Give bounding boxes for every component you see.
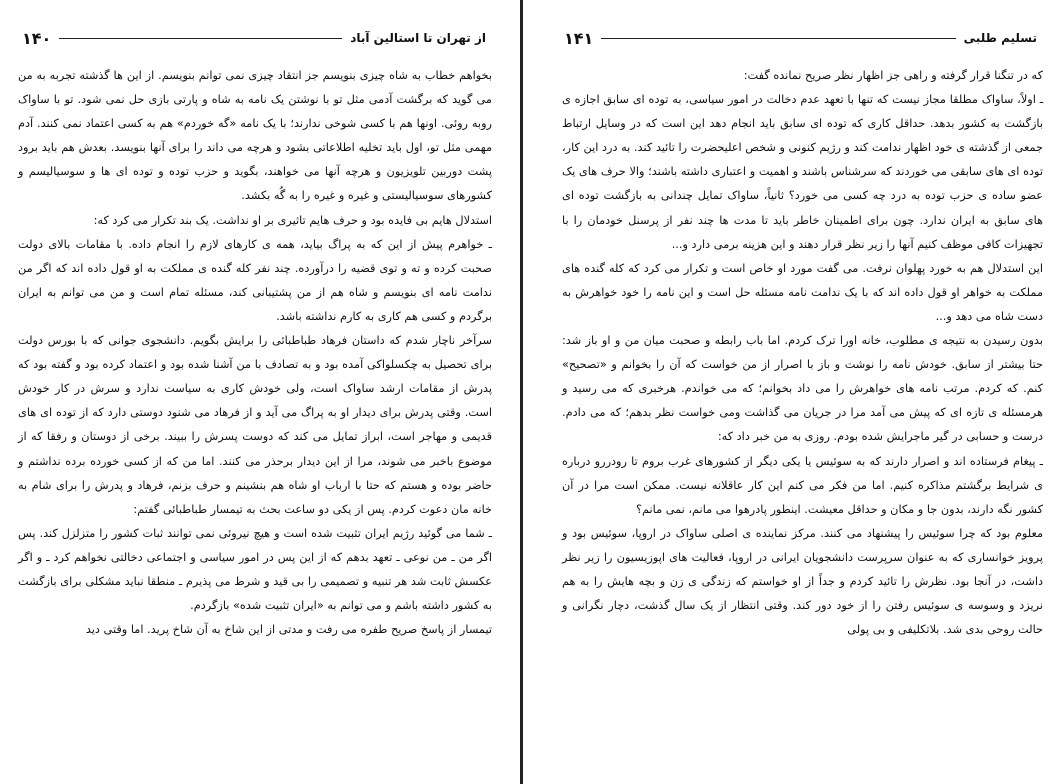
right-page-body <box>562 64 1043 642</box>
spine-divider <box>520 0 523 784</box>
paragraph: معلوم بود که چرا سوئیس را پیشنهاد می کنند. مرکز نماینده ی اصلی ساواک در اروپا، سوئیس بود و پرویز خوانساری که به عنوان سرپرست دانشجویان ایرانی در اروپا، فعالیت های اپوزیسیون را زیر نظر داشت، در آنجا بود. نظرش را تائید کردم و جداً از او خواستم که زندگی ی زن و بچه هایش را به هم نریزد و وسوسه ی سوئیس رفتن را از خود دور کند. وقتی انتظار از یک سال گذشت، دچار نگرانی و حالت روحی بدی شد. بلاتکلیفی و بی پولی <box>562 526 1043 637</box>
paragraph: بخواهم خطاب به شاه چیزی بنویسم جز انتقاد چیزی نمی توانم بنویسم. از این ها گذشته تجربه به من می گوید که برگشت آدمی مثل تو با نوشتن یک نامه به شاه و پارتی بازی حل نمی شود. تو با ساواک روبه روئی. اونها هم با کسی شوخی ندارند؛ با یک نامه «گه خوردم» هم به کسی اعتماد نمی کنند. آدم مهمی مثل تو، اول باید تخلیه اطلاعاتی بشود و هرچه می داند را برای آنها بنویسد. بعدش هم باید برود پشت دوربین تلویزیون و هرچه آنها می خواهند، بگوید و حزب توده و توده ای ها و سوسیالیسم و کشورهای سوسیالیستی و غیره و غیره را به گُه بکشد. <box>18 69 492 203</box>
header-rule <box>59 38 342 39</box>
paragraph: سرآخر ناچار شدم که داستان فرهاد طباطبائی را برایش بگویم. دانشجوی جوانی که با بورس دولت برای تحصیل به چکسلواکی آمده بود و به تصادف با من آشنا شده بود و اعتماد کرده بود و گفته بود که پدرش از مقامات ارشد ساواک است، ولی خودش کاری به سیاست ندارد و سرش در کار خودش است. وقتی پدرش برای دیدار او به پراگ می آید و از فرهاد می شنود دوستی دارد که از توده ای های قدیمی و مهاجر است، ابراز تمایل می کند که دوست پسرش را ببیند. برخی از دوستان و رفقا که از موضوع باخبر می شوند، مرا از این دیدار برحذر می کنند. اما من که از کسی خورده برده نداشتم و حاضر بوده و هستم که حتا با ارباب او شاه هم بنشینم و حرف بزنم، فرهاد و پدرش را برای شام به خانه مان دعوت کردم. پس از یکی دو ساعت بحث به تیمسار طباطبائی گفتم: <box>18 334 492 516</box>
paragraph: ـ اولاً، ساواک مطلقا مجاز نیست که تنها با تعهد عدم دخالت در امور سیاسی، به توده ای سابق اجازه ی بازگشت به کشور بدهد. حداقل کاری که توده ای سابق باید انجام دهد این است که در وسایل ارتباط جمعی از گذشته ی خود اظهار ندامت کند و رژیم کنونی و شخص اعلیحضرت را تائید کند. به درد این کار، توده ای های سابقی می خوردند که سرشناس باشند و اهمیت و اعتباری داشته باشند؛ والا حرف های یک عضو ساده ی حزب توده به درد چه کسی می خورد؟ ثانیاً، ساواک تمایل چندانی به بازگشت توده ای های سابق به ایران ندارد. چون برای اطمینان خاطر باید تا مدت ها چند نفر از پرسنل خودمان را با تجهیزات کافی موظف کنیم آنها را زیر نظر قرار دهند و این هزینه برمی دارد و... <box>562 93 1043 251</box>
paragraph: ـ خواهرم پیش از این که به پراگ بیاید، همه ی کارهای لازم را انجام داده. با مقامات بالای دولت صحبت کرده و ته و توی قضیه را درآورده. چند نفر کله گنده ی مملکت به او قول داده اند که اگر من ندامت نامه ای بنویسم و شاه هم از من پشتیبانی کند، مسئله تمام است و من می توانم به ایران برگردم و کسی هم کاری به کارم نداشته باشد. <box>18 237 492 323</box>
left-page <box>0 0 508 784</box>
paragraph: ـ پیغام فرستاده اند و اصرار دارند که به سوئیس یا یکی دیگر از کشورهای غرب بروم تا رودررو درباره ی شرایط برگشتم مذاکره کنیم. اما من فکر می کنم این کار عاقلانه نیست. ممکن است مرا در آن کشور نگه دارند، بدون جا و مکان و حداقل معیشت. اینطور پادرهوا می مانم، نمی مانم؟ <box>562 454 1043 516</box>
paragraph: بدون رسیدن به نتیجه ی مطلوب، خانه اورا ترک کردم. اما باب رابطه و صحبت میان من و او باز شد: حتا بیشتر از سابق. خودش نامه را نوشت و باز با اصرار از من خواست که آن را بخوانم و «تصحیح» کنم. که کردم. مرتب نامه های خواهرش را می داد بخوانم؛ که می خواندم. هرخبری که می رسید و هرمسئله ی تازه ای که پیش می آمد مرا در جریان می گذاشت ومی خواست نظر بدهم؛ که می دادم. درست و حسابی در گیر ماجرایش شده بودم. روزی به من خبر داد که: <box>562 334 1043 444</box>
running-title: از تهران تا استالین آباد <box>350 31 486 45</box>
left-page-header <box>22 26 486 50</box>
running-title: تسلیم طلبی <box>963 31 1037 45</box>
paragraph: که در تنگنا قرار گرفته و راهی جز اظهار نظر صریح نمانده گفت: <box>743 69 1043 82</box>
paragraph: ـ شما می گوئید رژیم ایران تثبیت شده است و هیچ نیروئی نمی توانند ثبات کشور را متزلزل کند. پس اگر من ـ من نوعی ـ تعهد بدهم که از این پس در امور سیاسی و اجتماعی دخالتی نخواهم کرد ـ و اگر عکسش ثابت شد هر تنبیه و تصمیمی را بی قید و شرط می پذیرم ـ منطقا نباید مشکلی برای بازگشت به کشور داشته باشم و می توانم به «ایران تثبیت شده» بازگردم. <box>18 526 492 613</box>
right-page-header <box>564 26 1037 50</box>
paragraph: استدلال هایم بی فایده بود و حرف هایم تاثیری بر او نداشت. یک بند تکرار می کرد که: <box>93 213 492 227</box>
left-page-body <box>18 64 492 642</box>
page-number: ۱۴۱ <box>564 28 594 48</box>
right-page <box>548 0 1057 784</box>
paragraph: این استدلال هم به خورد پهلوان نرفت. می گفت مورد او خاص است و تکرار می کرد که کله گنده های مملکت به خواهر او قول داده اند که با یک ندامت نامه مسئله حل است و این نامه را خود خواهرش به دست شاه می دهد و... <box>562 261 1043 323</box>
header-rule <box>601 38 955 39</box>
paragraph: تیمسار از پاسخ صریح طفره می رفت و مدتی از این شاخ به آن شاخ پرید. اما وقتی دید <box>85 623 492 637</box>
page-number: ۱۴۰ <box>22 28 52 48</box>
